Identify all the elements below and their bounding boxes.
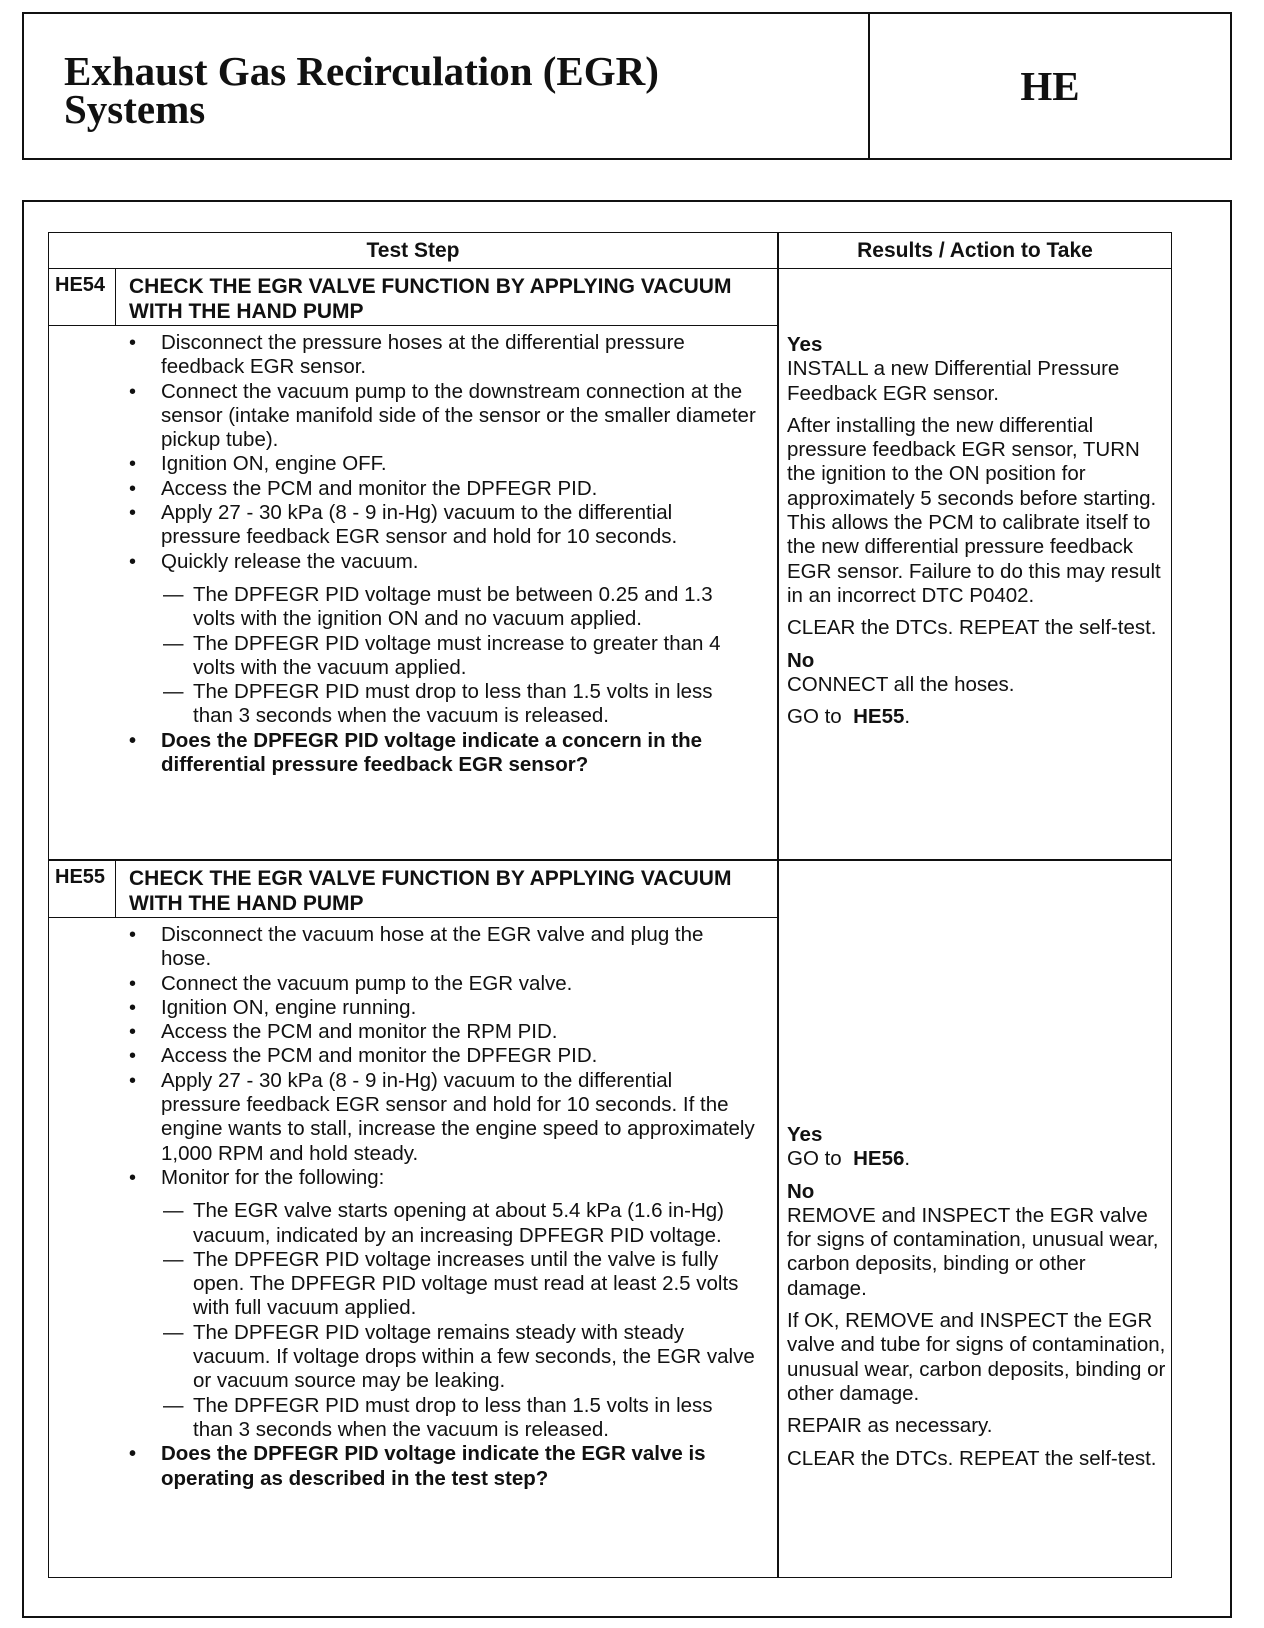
step-title: CHECK THE EGR VALVE FUNCTION BY APPLYING VACUUM WITH THE HAND PUMP bbox=[129, 867, 732, 915]
result-action: If OK, REMOVE and INSPECT the EGR valve and tube for signs of contamination, unusual wear, carbon deposits, binding or other damage. bbox=[787, 1309, 1166, 1405]
column-header-test-step: Test Step bbox=[366, 239, 460, 262]
instruction-item: • Connect the vacuum pump to the downstream connection at the sensor (intake manifold side of the sensor or the smaller diameter pickup tube). bbox=[49, 380, 777, 453]
test-step-he54 bbox=[49, 269, 1171, 859]
instruction-item: • Quickly release the vacuum. bbox=[49, 550, 777, 574]
step-results bbox=[787, 1123, 1167, 1479]
section-title-line2: Systems bbox=[64, 86, 206, 132]
step-title: CHECK THE EGR VALVE FUNCTION BY APPLYING VACUUM WITH THE HAND PUMP bbox=[129, 275, 732, 323]
content-frame bbox=[22, 200, 1232, 1618]
test-step-he55 bbox=[49, 861, 1171, 1577]
result-action: INSTALL a new Differential Pressure Feedback EGR sensor. bbox=[787, 357, 1120, 405]
instruction-item: • Access the PCM and monitor the DPFEGR PID. bbox=[49, 1044, 777, 1068]
yes-label: Yes bbox=[787, 1123, 823, 1146]
result-action: REMOVE and INSPECT the EGR valve for signs of contamination, unusual wear, carbon deposits, binding or other damage. bbox=[787, 1203, 1159, 1300]
step-title-row bbox=[49, 861, 777, 918]
criteria-item: — The DPFEGR PID must drop to less than 1.5 volts in less than 3 seconds when the vacuum is released. bbox=[49, 1394, 777, 1443]
section-title bbox=[24, 14, 870, 158]
step-code: HE55 bbox=[49, 861, 116, 917]
section-code: HE bbox=[1020, 63, 1080, 109]
section-title-line1: Exhaust Gas Recirculation (EGR) bbox=[64, 48, 659, 94]
criteria-item: — The DPFEGR PID voltage increases until the valve is fully open. The DPFEGR PID voltage must read at least 2.5 volts with full vacuum applied. bbox=[49, 1248, 777, 1321]
goto-target[interactable]: HE56 bbox=[853, 1147, 905, 1171]
step-code: HE54 bbox=[49, 269, 116, 325]
criteria-item: — The DPFEGR PID voltage remains steady with steady vacuum. If voltage drops within a few seconds, the EGR valve or vacuum source may be leaking. bbox=[49, 1321, 777, 1394]
step-instructions bbox=[49, 331, 777, 777]
no-label: No bbox=[787, 648, 815, 672]
no-label: No bbox=[787, 1179, 815, 1203]
instruction-item: • Access the PCM and monitor the DPFEGR PID. bbox=[49, 477, 777, 501]
instruction-item: • Ignition ON, engine running. bbox=[49, 996, 777, 1020]
step-instructions bbox=[49, 923, 777, 1491]
step-title-row bbox=[49, 269, 777, 326]
column-header-results: Results / Action to Take bbox=[857, 239, 1093, 262]
result-action: CLEAR the DTCs. REPEAT the self-test. bbox=[787, 1446, 1157, 1470]
instruction-item: • Apply 27 - 30 kPa (8 - 9 in-Hg) vacuum to the differential pressure feedback EGR sensor and hold for 10 seconds. bbox=[49, 501, 777, 550]
criteria-item: — The DPFEGR PID voltage must increase to greater than 4 volts with the vacuum applied. bbox=[49, 632, 777, 681]
instruction-item: • Access the PCM and monitor the RPM PID. bbox=[49, 1020, 777, 1044]
instruction-item: • Apply 27 - 30 kPa (8 - 9 in-Hg) vacuum to the differential pressure feedback EGR sensor and hold for 10 seconds. If the engine wants to stall, increase the engine speed to approximately 1,000 RPM and hold steady. bbox=[49, 1069, 777, 1166]
pinpoint-test-table bbox=[48, 232, 1172, 1578]
instruction-item: • Disconnect the vacuum hose at the EGR valve and plug the hose. bbox=[49, 923, 777, 972]
goto-instruction: GO to HE56. bbox=[787, 1147, 911, 1171]
instruction-item: • Connect the vacuum pump to the EGR valve. bbox=[49, 972, 777, 996]
table-header-row bbox=[49, 233, 1171, 269]
result-action: After installing the new differential pressure feedback EGR sensor, TURN the ignition to the ON position for approximately 5 seconds before starting. This allows the PCM to calibrate itself to the new differential pressure feedback EGR sensor. Failure to do this may result in an incorrect DTC P0402. bbox=[787, 413, 1161, 607]
page-header bbox=[22, 12, 1232, 160]
criteria-item: — The DPFEGR PID voltage must be between 0.25 and 1.3 volts with the ignition ON and no vacuum applied. bbox=[49, 583, 777, 632]
result-action: REPAIR as necessary. bbox=[787, 1414, 993, 1438]
instruction-item: • Ignition ON, engine OFF. bbox=[49, 452, 777, 476]
step-question: • Does the DPFEGR PID voltage indicate the EGR valve is operating as described in the test step? bbox=[49, 1442, 777, 1491]
result-action: CONNECT all the hoses. bbox=[787, 672, 1015, 696]
result-action: CLEAR the DTCs. REPEAT the self-test. bbox=[787, 616, 1157, 640]
step-question: • Does the DPFEGR PID voltage indicate a concern in the differential pressure feedback EGR sensor? bbox=[49, 729, 777, 778]
yes-label: Yes bbox=[787, 333, 823, 356]
goto-instruction: GO to HE55. bbox=[787, 705, 911, 729]
criteria-item: — The EGR valve starts opening at about 5.4 kPa (1.6 in-Hg) vacuum, indicated by an increasing DPFEGR PID voltage. bbox=[49, 1199, 777, 1248]
step-results bbox=[787, 333, 1167, 737]
criteria-item: — The DPFEGR PID must drop to less than 1.5 volts in less than 3 seconds when the vacuum is released. bbox=[49, 680, 777, 729]
goto-target[interactable]: HE55 bbox=[853, 705, 905, 729]
instruction-item: • Monitor for the following: bbox=[49, 1166, 777, 1190]
instruction-item: • Disconnect the pressure hoses at the differential pressure feedback EGR sensor. bbox=[49, 331, 777, 380]
